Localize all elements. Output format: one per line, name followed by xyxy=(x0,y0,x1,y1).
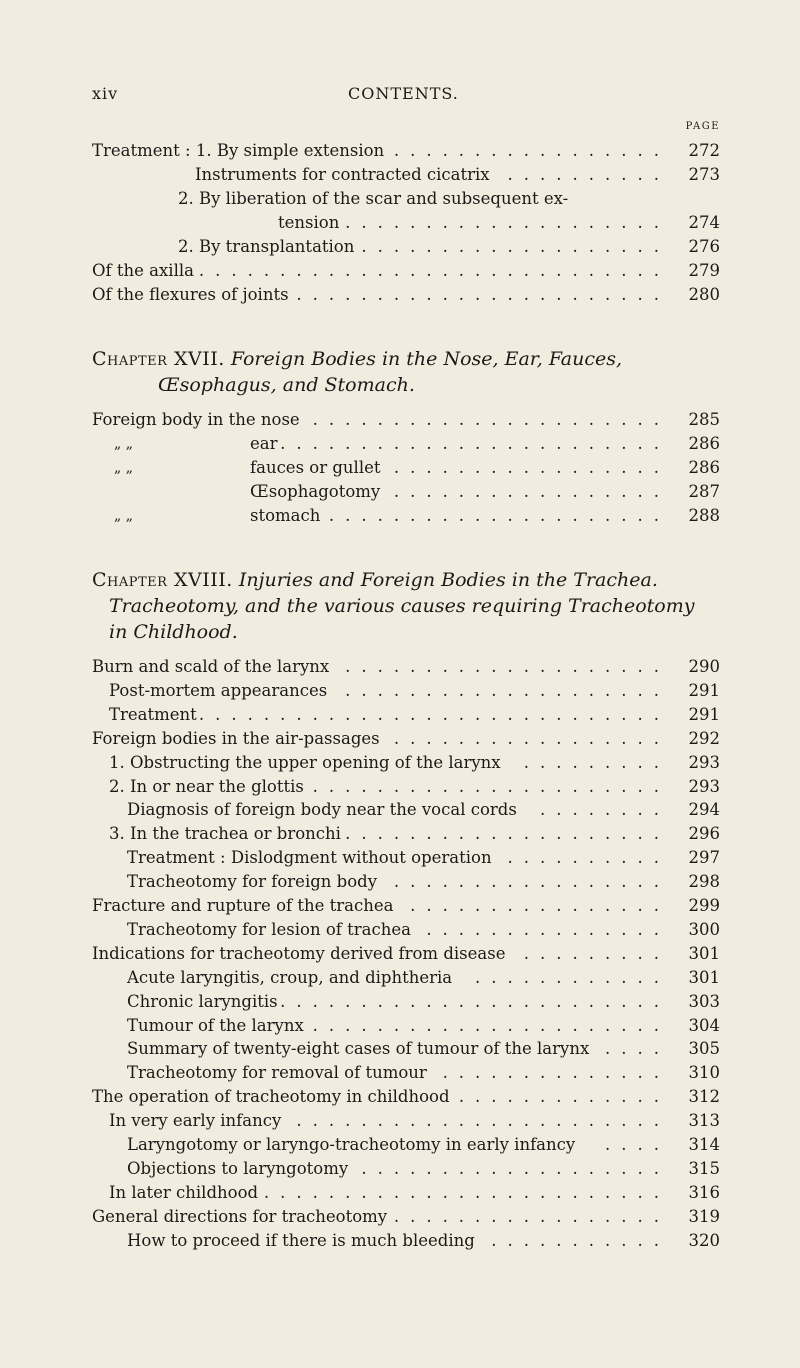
toc-entry xyxy=(127,1015,720,1037)
toc-entry-label: Tumour of the larynx xyxy=(127,1015,304,1035)
toc-entry-page: 310 xyxy=(672,1062,720,1084)
toc-entry xyxy=(127,991,720,1013)
toc-entry xyxy=(127,1158,720,1180)
toc-entry-page: 313 xyxy=(672,1110,720,1132)
toc-entry-label: Instruments for contracted cicatrix xyxy=(195,165,490,184)
ditto-marks: „ „ xyxy=(114,460,133,476)
toc-entry xyxy=(178,236,720,258)
dot-leader: ................... xyxy=(361,1158,670,1178)
dot-leader: .................... xyxy=(345,824,670,844)
toc-entry xyxy=(127,1134,720,1156)
toc-entry xyxy=(92,457,720,479)
toc-entry-label: Indications for tracheotomy derived from disease xyxy=(92,943,506,963)
toc-entry-page: 304 xyxy=(672,1015,720,1037)
running-title: CONTENTS. xyxy=(348,84,459,103)
toc-entry-page: 285 xyxy=(672,409,720,431)
toc-entry xyxy=(127,847,720,869)
toc-entry xyxy=(92,505,720,527)
chapter-number: Chapter XVII. xyxy=(92,348,225,370)
dot-leader: ........................ xyxy=(280,434,670,453)
toc-entry xyxy=(92,481,720,503)
dot-leader: ......... xyxy=(523,943,670,963)
toc-entry-page: 315 xyxy=(672,1158,720,1180)
toc-entry-label: fauces or gullet xyxy=(250,458,381,477)
ditto-marks: „ „ xyxy=(114,436,133,452)
dot-leader: ........................ xyxy=(280,991,670,1011)
toc-entry xyxy=(127,871,720,893)
dot-leader: ................. xyxy=(393,458,670,477)
toc-entry-label: Treatment : Dislodgment without operation xyxy=(127,848,492,868)
dot-leader: ................ xyxy=(410,896,670,915)
ditto-marks: „ „ xyxy=(114,508,133,524)
toc-entry-page: 293 xyxy=(672,752,720,774)
toc-entry-label: Fracture and rupture of the trachea xyxy=(92,896,394,915)
dot-leader: ............................. xyxy=(198,261,670,280)
dot-leader: .... xyxy=(605,1039,670,1059)
toc-entry-label: Acute laryngitis, croup, and diphtheria xyxy=(127,967,453,987)
toc-entry-page: 280 xyxy=(672,284,720,306)
toc-entry xyxy=(278,212,720,234)
toc-entry-label: tension xyxy=(278,213,340,232)
toc-entry-page: 274 xyxy=(672,212,720,234)
toc-entry-page: 319 xyxy=(672,1206,720,1228)
toc-entry xyxy=(92,140,720,162)
toc-entry-label: Diagnosis of foreign body near the vocal cords xyxy=(127,800,517,820)
dot-leader: ............... xyxy=(426,919,670,939)
chapter-title-continued: in Childhood. xyxy=(109,621,238,643)
toc-entry xyxy=(109,1110,720,1132)
toc-entry xyxy=(92,728,720,750)
toc-entry-page: 286 xyxy=(672,457,720,479)
dot-leader: .................... xyxy=(345,657,670,676)
chapter-heading xyxy=(92,346,732,398)
toc-entry xyxy=(127,919,720,941)
toc-entry xyxy=(127,1062,720,1084)
toc-entry xyxy=(92,409,720,431)
toc-entry xyxy=(178,188,723,210)
page-column-label: PAGE xyxy=(685,121,720,132)
toc-entry-page: 287 xyxy=(672,481,720,503)
toc-entry-label: Of the axilla xyxy=(92,261,194,280)
chapter-heading xyxy=(92,567,732,645)
toc-entry-label: Post-mortem appearances xyxy=(109,680,328,700)
toc-entry-page: 305 xyxy=(672,1038,720,1060)
toc-entry-page: 320 xyxy=(672,1230,720,1252)
dot-leader: ............ xyxy=(475,967,670,987)
toc-entry-page: 299 xyxy=(672,895,720,917)
dot-leader: .......... xyxy=(507,848,670,868)
toc-entry-label: Chronic laryngitis xyxy=(127,991,278,1011)
toc-entry-page: 293 xyxy=(672,776,720,798)
toc-entry-page: 290 xyxy=(672,656,720,678)
toc-entry-label: Foreign bodies in the air-passages xyxy=(92,728,380,748)
toc-entry xyxy=(109,823,720,845)
toc-entry-page: 316 xyxy=(672,1182,720,1204)
toc-entry xyxy=(92,943,720,965)
toc-entry xyxy=(195,164,720,186)
chapter-title: Injuries and Foreign Bodies in the Trachea. xyxy=(238,569,658,591)
dot-leader: ......... xyxy=(523,752,670,772)
toc-entry xyxy=(92,1086,720,1108)
toc-entry-label: Objections to laryngotomy xyxy=(127,1158,349,1178)
toc-entry xyxy=(92,1206,720,1228)
toc-entry-label: Burn and scald of the larynx xyxy=(92,657,330,676)
toc-entry xyxy=(109,680,720,702)
toc-entry-page: 286 xyxy=(672,433,720,455)
toc-entry-label: In later childhood xyxy=(109,1182,259,1202)
dot-leader: ........ xyxy=(540,800,670,820)
toc-entry xyxy=(92,895,720,917)
toc-entry-page: 276 xyxy=(672,236,720,258)
chapter-title-continued: Œsophagus, and Stomach. xyxy=(158,374,415,396)
toc-entry-label: 3. In the trachea or bronchi xyxy=(109,824,341,844)
toc-entry xyxy=(109,704,720,726)
toc-entry-label: Tracheotomy for foreign body xyxy=(127,872,378,892)
toc-entry xyxy=(109,752,720,774)
toc-entry-page: 298 xyxy=(672,871,720,893)
toc-entry-label: Œsophagotomy xyxy=(250,482,381,501)
toc-entry-page: 288 xyxy=(672,505,720,527)
toc-entry-page: 296 xyxy=(672,823,720,845)
toc-entry-label: stomach xyxy=(250,506,321,525)
chapter-title-continued: Tracheotomy, and the various causes requiring Tracheotomy xyxy=(109,595,695,617)
toc-entry-label: How to proceed if there is much bleeding xyxy=(127,1230,475,1250)
dot-leader: ................. xyxy=(393,728,670,748)
toc-entry-page: 314 xyxy=(672,1134,720,1156)
dot-leader: .............. xyxy=(442,1063,670,1083)
toc-entry-page: 297 xyxy=(672,847,720,869)
toc-entry xyxy=(92,260,720,282)
dot-leader: ...................... xyxy=(312,1015,670,1035)
dot-leader: ...................... xyxy=(312,776,670,796)
toc-entry-label: Tracheotomy for lesion of trachea xyxy=(127,919,411,939)
toc-entry-label: 2. By transplantation xyxy=(178,237,355,256)
toc-entry-label: ear xyxy=(250,434,278,453)
toc-entry xyxy=(127,967,720,989)
toc-entry-label: Tracheotomy for removal of tumour xyxy=(127,1063,427,1083)
toc-entry-page: 291 xyxy=(672,680,720,702)
dot-leader: ............. xyxy=(458,1087,670,1107)
toc-entry xyxy=(92,656,720,678)
dot-leader: ............................. xyxy=(198,704,670,724)
chapter-number: Chapter XVIII. xyxy=(92,569,233,591)
toc-entry-label: 2. In or near the glottis xyxy=(109,776,304,796)
toc-entry xyxy=(92,433,720,455)
dot-leader: ................. xyxy=(393,872,670,892)
toc-entry-page: 301 xyxy=(672,967,720,989)
toc-entry-label: Laryngotomy or laryngo-tracheotomy in early infancy xyxy=(127,1135,576,1154)
toc-entry-label: Treatment : 1. By simple extension xyxy=(92,141,385,160)
toc-entry xyxy=(127,1230,720,1252)
dot-leader: ....................... xyxy=(296,1111,670,1131)
toc-entry-label: In very early infancy xyxy=(109,1111,282,1131)
toc-entry xyxy=(92,284,720,306)
toc-entry-page: 292 xyxy=(672,728,720,750)
toc-entry-label: Foreign body in the nose xyxy=(92,410,300,429)
page-folio: xiv xyxy=(92,84,119,103)
toc-entry-page: 303 xyxy=(672,991,720,1013)
toc-entry-label: Treatment xyxy=(109,704,197,724)
dot-leader: ................. xyxy=(393,141,670,160)
toc-entry-page: 294 xyxy=(672,799,720,821)
chapter-title: Foreign Bodies in the Nose, Ear, Fauces, xyxy=(230,348,622,370)
toc-entry-page: 301 xyxy=(672,943,720,965)
toc-entry-page: 273 xyxy=(672,164,720,186)
dot-leader: ........... xyxy=(491,1230,670,1250)
toc-entry xyxy=(127,1038,720,1060)
toc-entry-page: 291 xyxy=(672,704,720,726)
dot-leader: ...................... xyxy=(312,410,670,429)
toc-entry-page: 312 xyxy=(672,1086,720,1108)
toc-entry-label: 1. Obstructing the upper opening of the larynx xyxy=(109,752,501,772)
dot-leader: .................... xyxy=(345,213,670,232)
toc-entry xyxy=(109,776,720,798)
toc-entry-label: Of the flexures of joints xyxy=(92,285,289,304)
dot-leader: ......................... xyxy=(263,1182,670,1202)
toc-entry-label: Summary of twenty-eight cases of tumour of the larynx xyxy=(127,1039,590,1059)
dot-leader: .................... xyxy=(345,680,670,700)
dot-leader: ....................... xyxy=(296,285,670,304)
dot-leader: ..................... xyxy=(328,506,670,525)
dot-leader: ................. xyxy=(393,1206,670,1226)
toc-entry-label: The operation of tracheotomy in childhood xyxy=(92,1087,450,1107)
dot-leader: ................... xyxy=(361,237,670,256)
toc-entry-page: 272 xyxy=(672,140,720,162)
toc-entry-label: 2. By liberation of the scar and subsequent ex- xyxy=(178,189,569,208)
dot-leader: .... xyxy=(605,1135,670,1154)
toc-entry-page: 300 xyxy=(672,919,720,941)
toc-entry-label: General directions for tracheotomy xyxy=(92,1206,388,1226)
toc-entry-page: 279 xyxy=(672,260,720,282)
dot-leader: ................. xyxy=(393,482,670,501)
toc-entry xyxy=(127,799,720,821)
dot-leader: .......... xyxy=(507,165,670,184)
toc-entry xyxy=(109,1182,720,1204)
